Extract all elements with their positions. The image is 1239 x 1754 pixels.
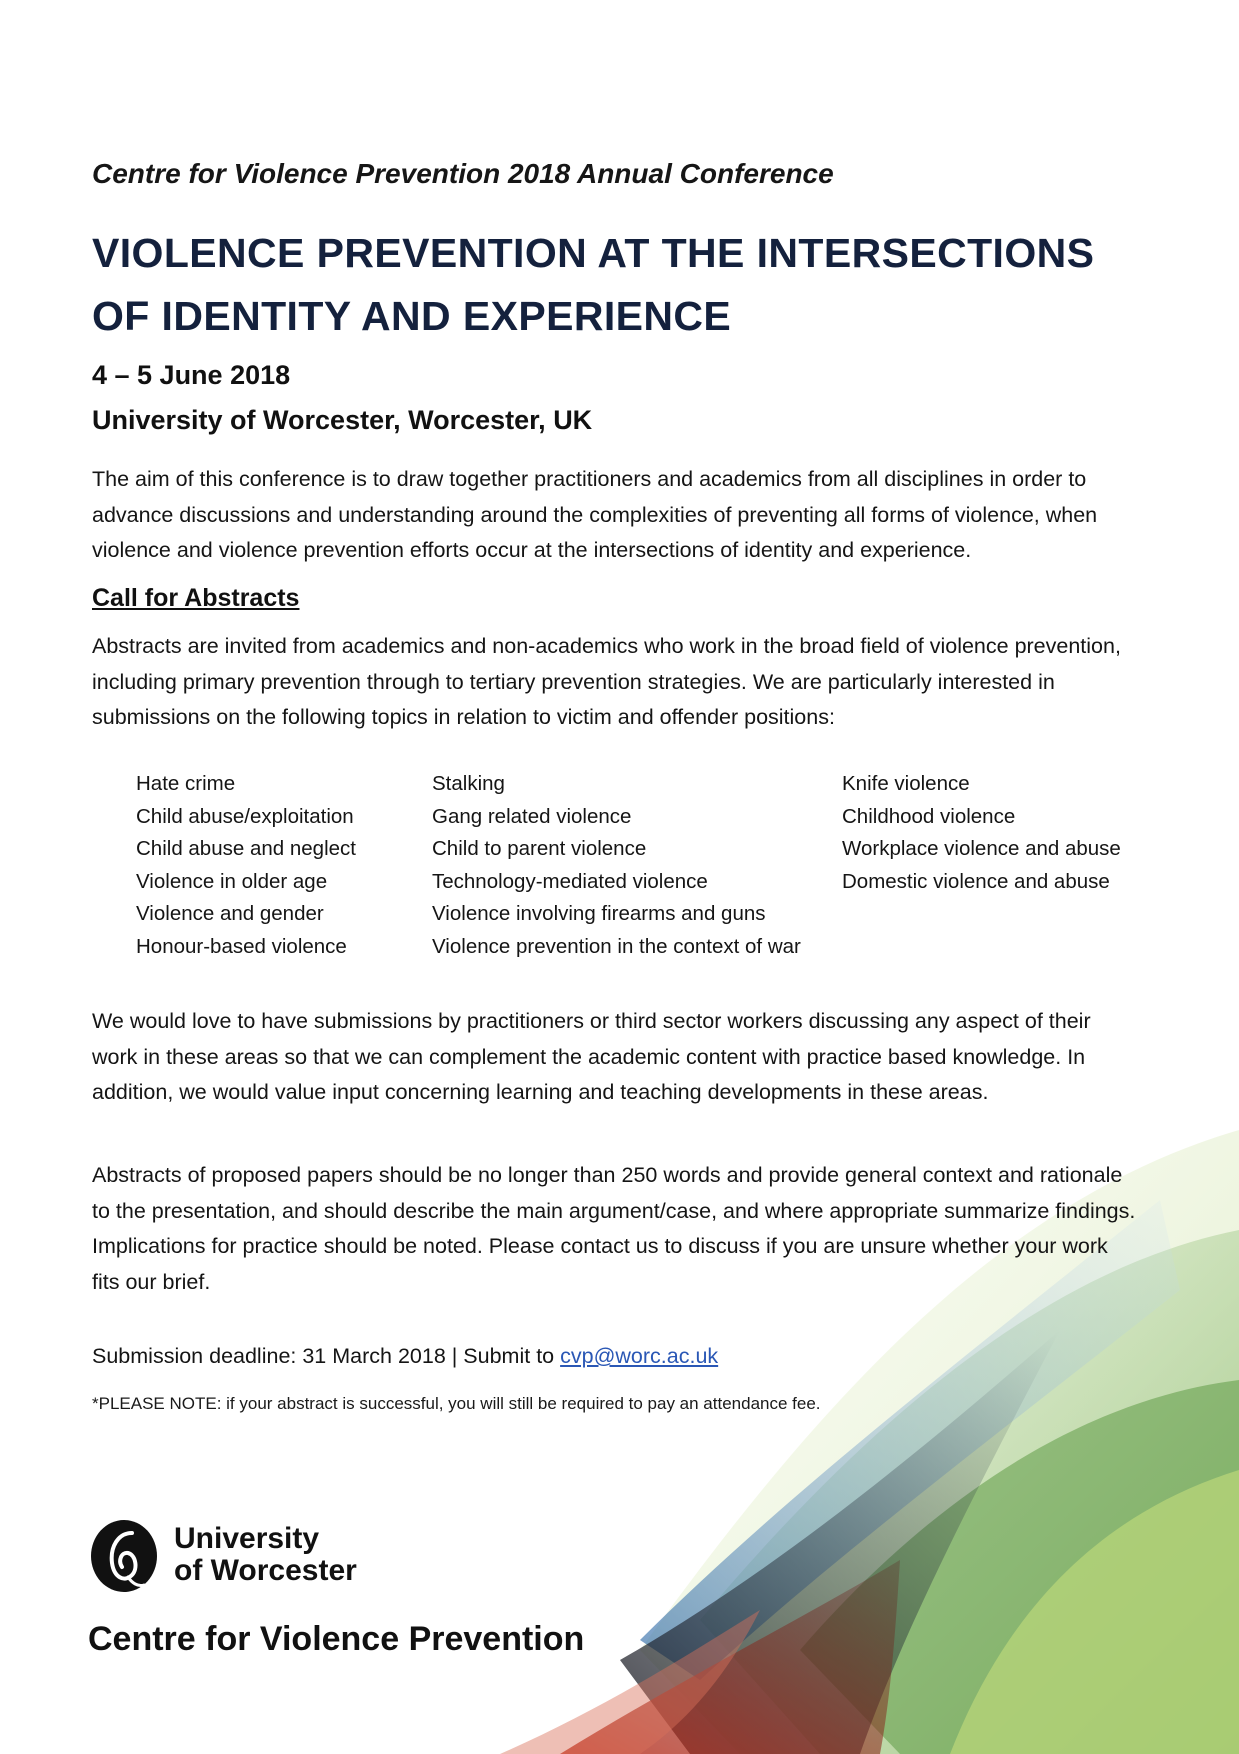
topic-item: Child abuse/exploitation (136, 804, 354, 828)
topic-item: Child to parent violence (432, 837, 647, 860)
topic-item: Workplace violence and abuse (842, 837, 1121, 860)
topic-item: Violence involving firearms and guns (432, 902, 766, 925)
conference-dates: 4 – 5 June 2018 (92, 360, 291, 390)
submission-deadline (92, 1344, 718, 1369)
topic-item: Stalking (432, 772, 505, 795)
topic-item: Childhood violence (842, 804, 1016, 828)
conference-subtitle: Centre for Violence Prevention 2018 Annual Conference (92, 158, 834, 189)
university-logo (88, 1515, 378, 1597)
call-for-abstracts-heading: Call for Abstracts (92, 584, 300, 612)
topic-item: Gang related violence (432, 804, 632, 828)
topic-item: Technology-mediated violence (432, 869, 708, 893)
university-name (174, 1523, 357, 1587)
topics-column-2 (432, 768, 801, 963)
abstract-guidelines-paragraph: Abstracts of proposed papers should be no longer than 250 words and provide general context and rationale to the presentation, and should describe the main argument/case, and where appropriate summarize findings. Implications for practice should be noted. Please contact us to discuss if you are unsure whether your work fits our brief. (92, 1163, 1136, 1294)
practice-paragraph: We would love to have submissions by practitioners or third sector workers discussing any aspect of their work in these areas so that we can complement the academic content with practice based knowledge. In addition, we would value input concerning learning and teaching developments in these areas. (92, 1009, 1091, 1104)
conference-title: VIOLENCE PREVENTION AT THE INTERSECTIONS OF IDENTITY AND EXPERIENCE (92, 230, 1095, 339)
topics-column-3 (842, 768, 1121, 898)
topic-item: Domestic violence and abuse (842, 869, 1110, 893)
topic-item: Violence prevention in the context of war (432, 934, 801, 958)
attendance-fee-note: *PLEASE NOTE: if your abstract is successful, you will still be required to pay an attendance fee. (92, 1394, 821, 1413)
invitation-paragraph: Abstracts are invited from academics and non-academics who work in the broad field of violence prevention, including primary prevention through to tertiary prevention strategies. We are particularly interested in submissions on the following topics in relation to victim and offender positions: (92, 634, 1121, 729)
topic-item: Honour-based violence (136, 934, 347, 958)
centre-name: Centre for Violence Prevention (88, 1620, 585, 1658)
university-name-line1: University (174, 1522, 320, 1555)
topics-column-1 (136, 768, 356, 963)
university-emblem-icon (88, 1517, 160, 1595)
university-name-line2: of Worcester (174, 1554, 357, 1587)
topic-item: Child abuse and neglect (136, 837, 356, 860)
submission-email-link[interactable]: cvp@worc.ac.uk (560, 1344, 719, 1368)
topic-item: Hate crime (136, 772, 236, 795)
topic-item: Knife violence (842, 772, 970, 795)
topic-item: Violence in older age (136, 869, 328, 893)
topic-item: Violence and gender (136, 902, 324, 925)
conference-venue: University of Worcester, Worcester, UK (92, 405, 593, 435)
deadline-text: Submission deadline: 31 March 2018 | Submit to (92, 1344, 561, 1368)
intro-paragraph: The aim of this conference is to draw together practitioners and academics from all disciplines in order to advance discussions and understanding around the complexities of preventing all forms of violence, when violence and violence prevention efforts occur at the intersections of identity and experience. (92, 467, 1098, 562)
